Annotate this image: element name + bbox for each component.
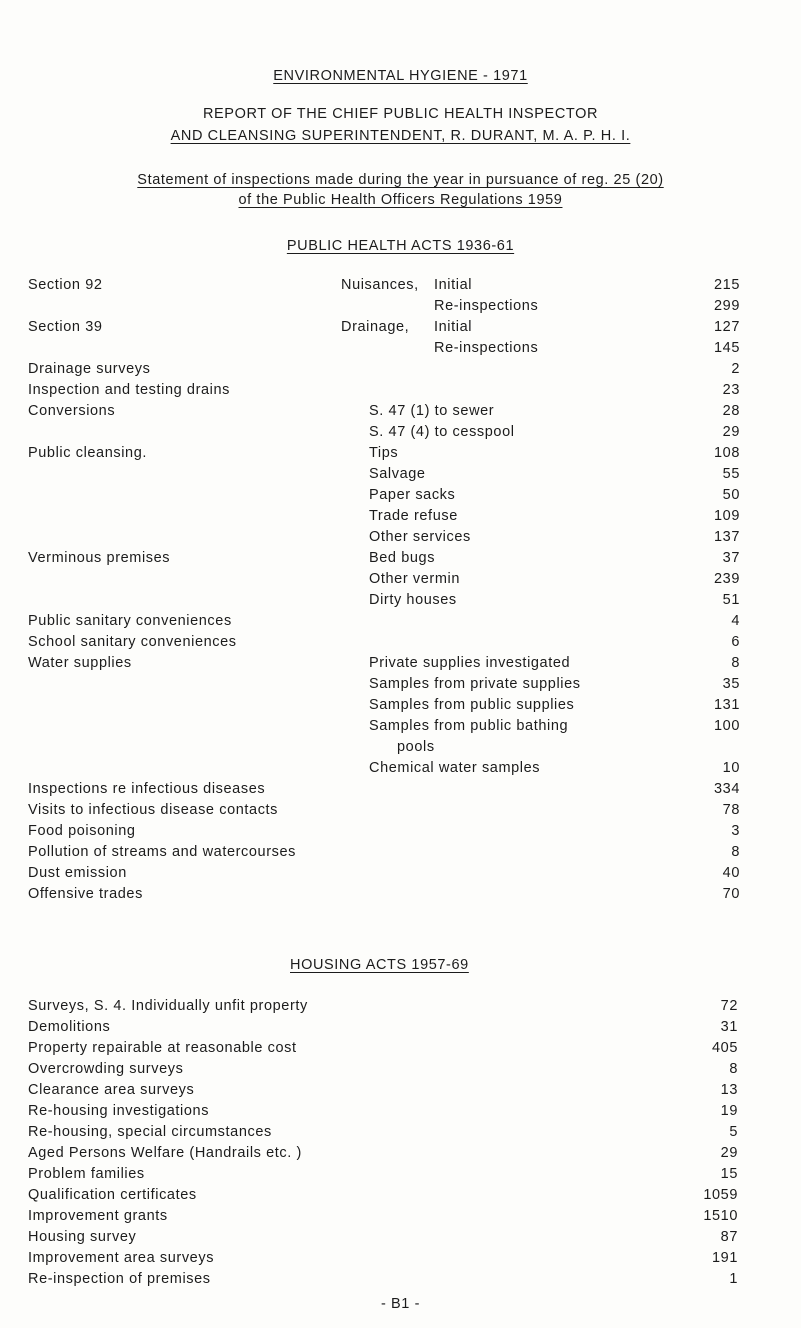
pollution-label: Pollution of streams and watercourses: [28, 844, 297, 860]
offensive-trades-label: Offensive trades: [28, 886, 143, 902]
pha-heading: PUBLIC HEALTH ACTS 1936-61: [286, 238, 515, 254]
samples-private-value: 35: [722, 676, 740, 692]
housing-row-value: 8: [729, 1061, 738, 1077]
contacts-label: Visits to infectious disease contacts: [28, 802, 279, 818]
drainage-label: Drainage,: [341, 319, 410, 335]
dirty-houses-label: Dirty houses: [369, 592, 457, 608]
housing-row-value: 5: [729, 1124, 738, 1140]
bed-bugs-label: Bed bugs: [369, 550, 436, 566]
housing-row-label: Qualification certificates: [28, 1187, 197, 1203]
samples-bathing-label: Samples from public bathing: [369, 718, 569, 734]
housing-row-value: 19: [720, 1103, 738, 1119]
offensive-trades-value: 70: [722, 886, 740, 902]
paper-sacks-label: Paper sacks: [369, 487, 456, 503]
bed-bugs-value: 37: [722, 550, 740, 566]
tips-label: Tips: [369, 445, 399, 461]
samples-bathing-value: 100: [714, 718, 740, 734]
nuisances-reinspections-label: Re-inspections: [434, 298, 539, 314]
dust-emission-label: Dust emission: [28, 865, 127, 881]
s47-4-label: S. 47 (4) to cesspool: [369, 424, 515, 440]
s47-1-label: S. 47 (1) to sewer: [369, 403, 495, 419]
nuisances-initial-value: 215: [714, 277, 740, 293]
water-supplies-label: Water supplies: [28, 655, 132, 671]
paper-sacks-value: 50: [722, 487, 740, 503]
housing-row-value: 15: [720, 1166, 738, 1182]
housing-row-label: Demolitions: [28, 1019, 111, 1035]
housing-row-value: 72: [720, 998, 738, 1014]
housing-row-label: Property repairable at reasonable cost: [28, 1040, 297, 1056]
drainage-initial-value: 127: [714, 319, 740, 335]
housing-row-value: 31: [720, 1019, 738, 1035]
public-sanitary-value: 4: [731, 613, 740, 629]
page-title: ENVIRONMENTAL HYGIENE - 1971: [273, 68, 528, 84]
samples-public-label: Samples from public supplies: [369, 697, 575, 713]
food-poisoning-value: 3: [731, 823, 740, 839]
housing-row-value: 1510: [703, 1208, 738, 1224]
nuisances-label: Nuisances,: [341, 277, 419, 293]
s47-1-value: 28: [722, 403, 740, 419]
samples-private-label: Samples from private supplies: [369, 676, 581, 692]
inspection-drains-label: Inspection and testing drains: [28, 382, 230, 398]
drainage-surveys-label: Drainage surveys: [28, 361, 151, 377]
section-92-label: Section 92: [28, 277, 103, 293]
housing-heading: HOUSING ACTS 1957-69: [290, 957, 469, 973]
housing-row-value: 1059: [703, 1187, 738, 1203]
salvage-label: Salvage: [369, 466, 426, 482]
s47-4-value: 29: [722, 424, 740, 440]
dirty-houses-value: 51: [722, 592, 740, 608]
housing-row-label: Re-inspection of premises: [28, 1271, 211, 1287]
other-services-label: Other services: [369, 529, 471, 545]
statement-line1: Statement of inspections made during the year in pursuance of reg. 25 (20): [137, 172, 664, 188]
statement-line2: of the Public Health Officers Regulations 1959: [238, 192, 563, 208]
private-investigated-label: Private supplies investigated: [369, 655, 571, 671]
other-vermin-label: Other vermin: [369, 571, 460, 587]
samples-bathing-label-cont: pools: [397, 739, 435, 755]
food-poisoning-label: Food poisoning: [28, 823, 136, 839]
housing-row-value: 29: [720, 1145, 738, 1161]
housing-row-label: Re-housing investigations: [28, 1103, 210, 1119]
trade-refuse-value: 109: [714, 508, 740, 524]
nuisances-initial-label: Initial: [434, 277, 473, 293]
infectious-label: Inspections re infectious diseases: [28, 781, 266, 797]
section-39-label: Section 39: [28, 319, 103, 335]
infectious-value: 334: [714, 781, 740, 797]
drainage-reinspections-label: Re-inspections: [434, 340, 539, 356]
housing-row-label: Improvement grants: [28, 1208, 168, 1224]
other-services-value: 137: [714, 529, 740, 545]
housing-row-label: Re-housing, special circumstances: [28, 1124, 272, 1140]
tips-value: 108: [714, 445, 740, 461]
other-vermin-value: 239: [714, 571, 740, 587]
page-number: - B1 -: [380, 1296, 421, 1312]
private-investigated-value: 8: [731, 655, 740, 671]
trade-refuse-label: Trade refuse: [369, 508, 458, 524]
conversions-label: Conversions: [28, 403, 116, 419]
housing-row-value: 405: [712, 1040, 738, 1056]
school-sanitary-label: School sanitary conveniences: [28, 634, 237, 650]
public-cleansing-label: Public cleansing.: [28, 445, 148, 461]
drainage-reinspections-value: 145: [714, 340, 740, 356]
housing-row-label: Aged Persons Welfare (Handrails etc. ): [28, 1145, 302, 1161]
drainage-surveys-value: 2: [731, 361, 740, 377]
housing-row-label: Surveys, S. 4. Individually unfit property: [28, 998, 308, 1014]
salvage-value: 55: [722, 466, 740, 482]
report-title-line1: REPORT OF THE CHIEF PUBLIC HEALTH INSPECTOR: [202, 106, 599, 122]
samples-public-value: 131: [714, 697, 740, 713]
dust-emission-value: 40: [722, 865, 740, 881]
pollution-value: 8: [731, 844, 740, 860]
school-sanitary-value: 6: [731, 634, 740, 650]
housing-row-value: 1: [729, 1271, 738, 1287]
housing-row-label: Overcrowding surveys: [28, 1061, 184, 1077]
verminous-premises-label: Verminous premises: [28, 550, 171, 566]
housing-row-label: Improvement area surveys: [28, 1250, 215, 1266]
inspection-drains-value: 23: [722, 382, 740, 398]
report-title-line2: AND CLEANSING SUPERINTENDENT, R. DURANT, M. A. P. H. I.: [170, 128, 631, 144]
housing-row-label: Clearance area surveys: [28, 1082, 195, 1098]
chemical-samples-value: 10: [722, 760, 740, 776]
housing-row-label: Housing survey: [28, 1229, 137, 1245]
nuisances-reinspections-value: 299: [714, 298, 740, 314]
drainage-initial-label: Initial: [434, 319, 473, 335]
public-sanitary-label: Public sanitary conveniences: [28, 613, 232, 629]
housing-row-value: 87: [720, 1229, 738, 1245]
chemical-samples-label: Chemical water samples: [369, 760, 541, 776]
housing-row-value: 191: [712, 1250, 738, 1266]
contacts-value: 78: [722, 802, 740, 818]
housing-row-label: Problem families: [28, 1166, 145, 1182]
housing-row-value: 13: [720, 1082, 738, 1098]
